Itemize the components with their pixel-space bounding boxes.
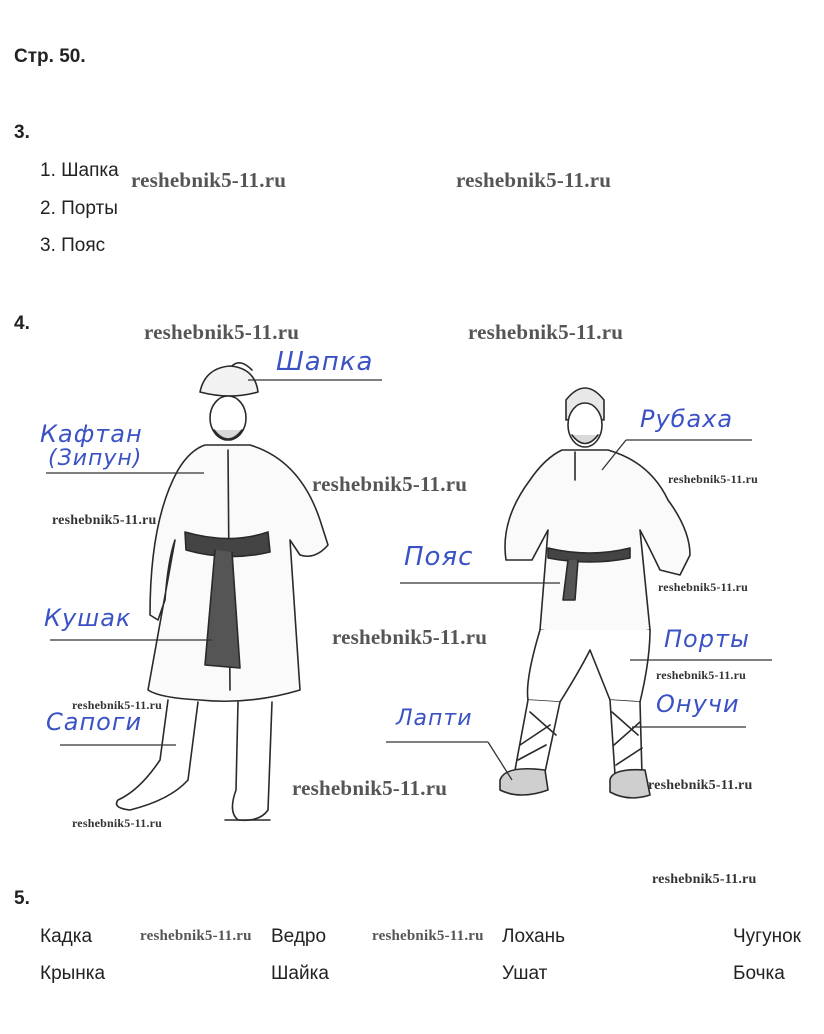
watermark: reshebnik5-11.ru — [72, 816, 162, 830]
label-hat: Шапка — [276, 347, 374, 377]
watermark: reshebnik5-11.ru — [144, 320, 300, 344]
watermark: reshebnik5-11.ru — [52, 513, 157, 528]
watermark: reshebnik5-11.ru — [656, 668, 746, 682]
watermark: reshebnik5-11.ru — [131, 168, 287, 192]
task-5-word: Бочка — [733, 963, 785, 984]
label-boots: Сапоги — [46, 708, 143, 736]
label-wraps: Онучи — [656, 690, 740, 718]
task-5-word: Шайка — [271, 963, 329, 984]
label-belt: Пояс — [404, 542, 474, 572]
task-5-word: Ушат — [502, 963, 548, 984]
task-5-word: Крынка — [40, 963, 106, 984]
watermark: reshebnik5-11.ru — [372, 928, 484, 944]
task-5-word: Лохань — [502, 926, 566, 947]
task-3-item-2: 2. Порты — [40, 198, 118, 219]
watermark: reshebnik5-11.ru — [668, 472, 758, 486]
task-3-number: 3. — [14, 122, 30, 143]
task-4-number: 4. — [14, 313, 30, 334]
watermark: reshebnik5-11.ru — [648, 778, 753, 793]
label-zipun: (Зипун) — [48, 446, 143, 471]
watermark: reshebnik5-11.ru — [292, 776, 448, 800]
watermark: reshebnik5-11.ru — [140, 928, 252, 944]
task-3-item-3: 3. Пояс — [40, 235, 106, 256]
label-shoes: Лапти — [396, 706, 473, 731]
label-caftan: Кафтан — [40, 420, 143, 448]
label-sash: Кушак — [44, 604, 132, 632]
watermark: reshebnik5-11.ru — [468, 320, 624, 344]
task-5-word: Кадка — [40, 926, 93, 947]
task-5-word: Ведро — [271, 926, 327, 947]
task-5-number: 5. — [14, 888, 30, 909]
task-3-item-1: 1. Шапка — [40, 160, 119, 181]
watermark: reshebnik5-11.ru — [332, 625, 488, 649]
watermark: reshebnik5-11.ru — [652, 872, 757, 887]
page-title: Стр. 50. — [14, 46, 86, 67]
watermark: reshebnik5-11.ru — [658, 580, 748, 594]
label-trousers: Порты — [664, 625, 750, 653]
left-figure — [117, 363, 329, 820]
watermark: reshebnik5-11.ru — [72, 698, 162, 712]
task-5-word: Чугунок — [733, 926, 801, 947]
label-shirt: Рубаха — [640, 405, 734, 433]
watermark: reshebnik5-11.ru — [456, 168, 612, 192]
watermark: reshebnik5-11.ru — [312, 472, 468, 496]
